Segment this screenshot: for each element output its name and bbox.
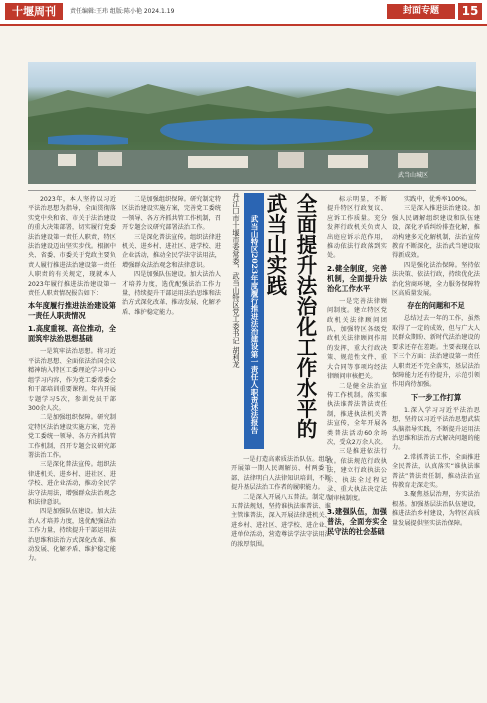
divider bbox=[28, 190, 476, 191]
section-label: 封面专题 bbox=[387, 4, 455, 19]
paragraph: 四是加强队伍建设。加大法治人才培养力度，选优配强法治工作力量，持续提升干部运用法治思维和法治方式深化改革、推动发展、化解矛盾、维护稳定能力。 bbox=[28, 508, 116, 563]
headline-subtitle: 武当山特区2023年度履行推进法治建设第一责任人职责述法报告 bbox=[244, 193, 264, 449]
subsection-heading: 2.健全制度，完善机制，全面提升法治化工作水平 bbox=[327, 263, 387, 293]
paragraph: 三是深化普法宣传。组织法律进机关、进乡村、进社区、进学校、进企业活动，推动全民学法守法用法，增强群众法治观念和法律意识。 bbox=[28, 461, 116, 506]
paragraph: 二是健全法治宣传工作机制。落实谁执法谁普法普法责任制，推进执法机关普法宣传，全年开展各类普法活动60余场次，受众2万余人次。 bbox=[327, 382, 387, 446]
paragraph: 二是加强组织保障。研究制定特区法治建设实施方案，完善党工委统一领导、各方齐抓共管工作机制，召开专题会议研究部署法治工作。 bbox=[122, 196, 221, 232]
paragraph: 二是加强组织保障。研究制定特区法治建设实施方案，完善党工委统一领导、各方齐抓共管工作机制，召开专题会议研究部署法治工作。 bbox=[28, 414, 116, 459]
paragraph: 一是打造高素质法治队伍。组织开展第一期人民调解员、村两委干部、法律明白人法律知识培训，不断提升基层法治工作者的履职能力。 bbox=[231, 456, 331, 492]
section-heading: 存在的问题和不足 bbox=[407, 301, 465, 311]
paragraph: 四是强化法治保障。坚持依法决策、依法行政，持续优化法治化营商环境，全力服务保障特区高质量发展。 bbox=[392, 261, 480, 298]
page-number: 15 bbox=[458, 3, 482, 20]
subsection-heading: 3.建强队伍，加强普法，全面夯实全民守法的社会基础 bbox=[327, 506, 387, 536]
paragraph: 标示明显，不断提升特区行政复议、应诉工作质量。充分发挥行政机关负责人出庭应诉示范作用，推动依法行政落到实处。 bbox=[327, 196, 387, 260]
paragraph: 三是深化普法宣传。组织法律进机关、进乡村、进社区、进学校、进企业活动，推动全民学法守法用法，增强群众法治观念和法律意识。 bbox=[122, 233, 221, 269]
paragraph: 实践中，优秀率100%。 bbox=[404, 196, 472, 203]
subsection-heading: 1.高度重视、高位推动，全面筑牢法治思想基础 bbox=[28, 324, 116, 344]
paragraph: 三是推进依法行政。依法规范行政执法，建立行政执法公示、执法全过程记录、重大执法决定法制审核制度。 bbox=[327, 448, 387, 503]
article-column-2-bottom bbox=[231, 455, 331, 695]
paragraph: 总结过去一年的工作，虽然取得了一定的成效，但与广大人民群众期盼、新时代法治建设的要求还存在差距。主要表现在以下三个方面：法治建设第一责任人职责还不完全落实，基层法治保障能力还有待提升，示范引领作用尚待加强。 bbox=[392, 315, 480, 389]
article-column-1 bbox=[28, 195, 116, 695]
byline: 丹江口市十堰市委常委，武当山特区党工委书记 胡利龙 bbox=[232, 193, 241, 369]
lake-city-photo bbox=[28, 62, 476, 184]
paragraph: 三是深入推进法治建设。加强人民调解组织建设和队伍建设，深化矛盾纠纷排查化解，推动构建多元化解机制，法治宣传教育不断深化，法治武当建设取得新成效。 bbox=[392, 205, 480, 260]
article-column-3 bbox=[327, 195, 387, 536]
paragraph: 一是筑牢法治思想。将习近平法治思想、全面依法治国会议精神纳入特区工委理论学习中心组学习内容，作为党工委常委会和干部培训重要课程。年内开展专题学习5次，参训党员干部300余人次。 bbox=[28, 348, 116, 412]
paragraph: 一是完善法律顾问制度。建立特区党政机关法律顾问团队，加强特区各级党政机关法律顾问作用的发挥，重大行政决策、规范性文件、重大合同等事项均经法律顾问审核把关。 bbox=[327, 297, 387, 381]
headline-title: 全面提升法治化工作水平的武当山实践 bbox=[263, 193, 317, 439]
paragraph: 1.深入学习习近平法治思想，坚持以习近平法治思想武装头脑指导实践，不断提升运用法治思维和法治方式解决问题的能力。 bbox=[392, 406, 480, 452]
paragraph: 2.常抓普法工作，全面推进全民普法，认真落实“谁执法谁普法”普法责任制，推动法治宣传教育走深走实。 bbox=[392, 453, 480, 489]
paragraph: 二是深入开展八五普法。制定八五普法规划，坚持谁执法谁普法、谁主管谁普法，深入开展法律进机关、进乡村、进社区、进学校、进企业、进单位活动，营造尊法学法守法用法的浓厚氛围。 bbox=[231, 493, 331, 548]
editor-credit: 责任编辑:王玮 组版:陈小艳 2024.1.19 bbox=[70, 8, 175, 15]
article-column-2-left bbox=[122, 195, 221, 695]
paragraph: 四是加强队伍建设。加大法治人才培养力度，选优配强法治工作力量，持续提升干部运用法治思维和法治方式深化改革、推动发展、化解矛盾、维护稳定能力。 bbox=[122, 271, 221, 316]
page-header bbox=[0, 0, 487, 26]
section-heading: 本年度履行推进法治建设第一责任人职责情况 bbox=[28, 301, 116, 321]
paragraph: 3.聚焦基层治理，夯实法治根基。加强基层法治队伍建设，推进法治乡村建设，为特区高质量发展提供坚实法治保障。 bbox=[392, 491, 480, 527]
article-column-4 bbox=[392, 195, 480, 695]
section-heading: 下一步工作打算 bbox=[410, 392, 462, 402]
newspaper-brand: 十堰周刊 bbox=[5, 3, 63, 20]
paragraph: 2023年，本人坚持以习近平法治思想为指导，全面贯彻落实党中央和省、市关于法治建设的重大决策部署，切实履行党委法治建设第一责任人职责，特区法治建设迈出坚实步伐。根据中央、省委、市委关于党政主要负责人履行推进法治建设第一责任人职责的有关规定，现就本人2023年履行推进法治建设第一责任人职责情况报告如下： bbox=[28, 196, 116, 298]
photo-caption: 武当山城区 bbox=[398, 172, 429, 179]
